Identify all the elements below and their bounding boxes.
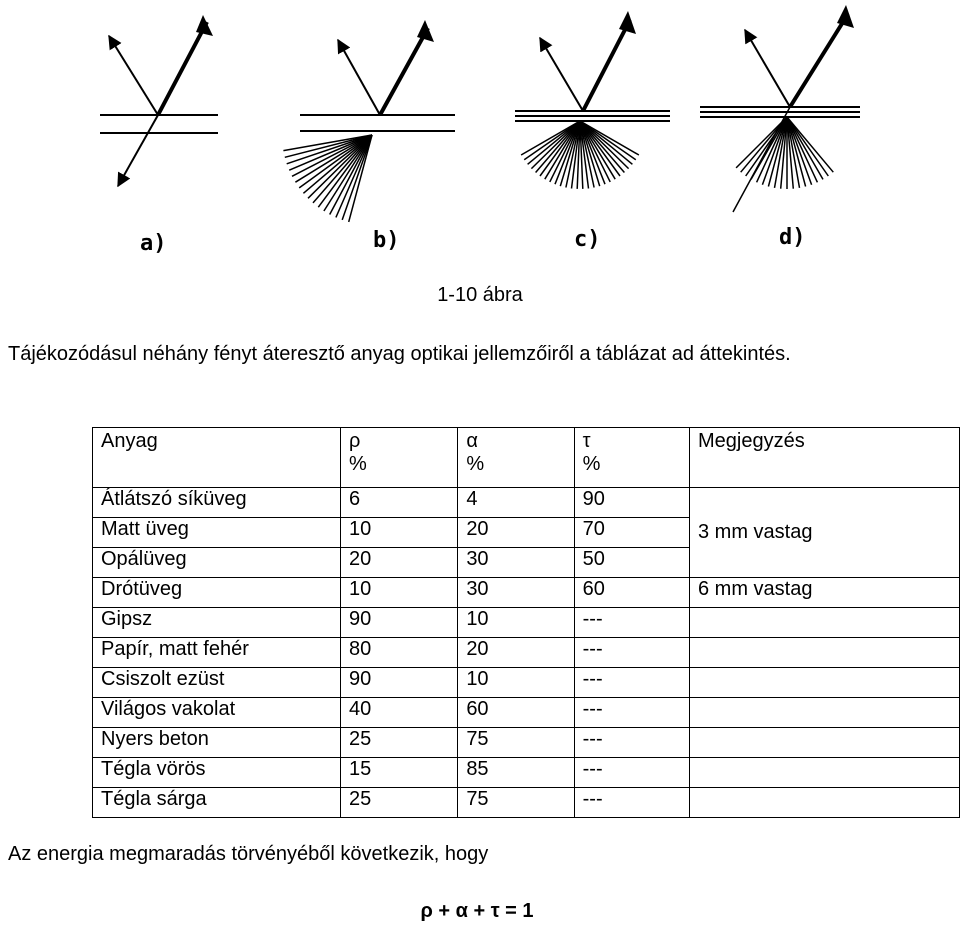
- panel-label-c: c): [574, 227, 601, 252]
- table-row: [93, 728, 960, 758]
- cell-material: Világos vakolat: [93, 698, 341, 728]
- table-row: [93, 698, 960, 728]
- header-material: Anyag: [93, 428, 341, 488]
- panel-label-d: d): [779, 225, 806, 250]
- cell-alpha: 30: [458, 548, 574, 578]
- cell-note-3mm: 3 mm vastag: [689, 488, 959, 578]
- cell-note: [689, 728, 959, 758]
- cell-rho: 20: [341, 548, 458, 578]
- cell-material: Opálüveg: [93, 548, 341, 578]
- cell-alpha: 75: [458, 788, 574, 818]
- cell-tau: 60: [574, 578, 689, 608]
- intro-paragraph: Tájékozódásul néhány fényt áteresztő anyag optikai jellemzőiről a táblázat ad áttekintés.: [8, 343, 791, 365]
- cell-material: Gipsz: [93, 608, 341, 638]
- cell-tau: ---: [574, 698, 689, 728]
- cell-alpha: 4: [458, 488, 574, 518]
- cell-tau: ---: [574, 668, 689, 698]
- cell-alpha: 85: [458, 758, 574, 788]
- cell-rho: 10: [341, 578, 458, 608]
- cell-material: Tégla vörös: [93, 758, 341, 788]
- cell-alpha: 10: [458, 608, 574, 638]
- cell-note: [689, 608, 959, 638]
- energy-formula: ρ + α + τ = 1: [420, 900, 534, 922]
- cell-alpha: 75: [458, 728, 574, 758]
- table-row: [93, 488, 960, 518]
- table-row: [93, 758, 960, 788]
- cell-tau: 50: [574, 548, 689, 578]
- cell-material: Átlátszó síküveg: [93, 488, 341, 518]
- cell-alpha: 10: [458, 668, 574, 698]
- cell-rho: 25: [341, 728, 458, 758]
- cell-rho: 40: [341, 698, 458, 728]
- cell-tau: ---: [574, 788, 689, 818]
- cell-note: [689, 788, 959, 818]
- header-note: Megjegyzés: [689, 428, 959, 488]
- cell-rho: 80: [341, 638, 458, 668]
- scatter-ray: [746, 117, 787, 176]
- panel-d-diagram: [700, 5, 860, 212]
- cell-material: Tégla sárga: [93, 788, 341, 818]
- table-row: [93, 788, 960, 818]
- cell-rho: 90: [341, 668, 458, 698]
- scatter-ray: [787, 117, 828, 176]
- cell-tau: ---: [574, 728, 689, 758]
- cell-tau: 90: [574, 488, 689, 518]
- cell-note: [689, 668, 959, 698]
- header-rho: ρ %: [341, 428, 458, 488]
- cell-material: Csiszolt ezüst: [93, 668, 341, 698]
- cell-tau: ---: [574, 758, 689, 788]
- cell-tau: ---: [574, 608, 689, 638]
- cell-alpha: 60: [458, 698, 574, 728]
- panel-b-diagram: [283, 20, 455, 222]
- cell-note: [689, 638, 959, 668]
- cell-rho: 25: [341, 788, 458, 818]
- cell-tau: ---: [574, 638, 689, 668]
- cell-alpha: 20: [458, 638, 574, 668]
- panel-c-diagram: [515, 11, 670, 189]
- cell-note: [689, 758, 959, 788]
- cell-rho: 6: [341, 488, 458, 518]
- cell-tau: 70: [574, 518, 689, 548]
- header-alpha: α %: [458, 428, 574, 488]
- figure-caption: 1-10 ábra: [437, 284, 523, 306]
- optical-properties-table: [92, 427, 960, 818]
- panel-a-diagram: [100, 15, 218, 186]
- cell-note: [689, 698, 959, 728]
- table-row: [93, 638, 960, 668]
- header-tau: τ %: [574, 428, 689, 488]
- light-transmission-figure: [0, 0, 960, 270]
- cell-material: Matt üveg: [93, 518, 341, 548]
- table-row: [93, 608, 960, 638]
- panel-label-a: a): [140, 231, 167, 256]
- panel-label-b: b): [373, 228, 400, 253]
- cell-rho: 90: [341, 608, 458, 638]
- cell-alpha: 20: [458, 518, 574, 548]
- scatter-ray: [324, 135, 372, 211]
- table-row: [93, 578, 960, 608]
- cell-rho: 15: [341, 758, 458, 788]
- cell-rho: 10: [341, 518, 458, 548]
- conclusion-text: Az energia megmaradás törvényéből következik, hogy: [8, 843, 489, 865]
- table-row: [93, 668, 960, 698]
- cell-alpha: 30: [458, 578, 574, 608]
- cell-material: Nyers beton: [93, 728, 341, 758]
- cell-material: Drótüveg: [93, 578, 341, 608]
- table-header-row: [93, 428, 960, 488]
- cell-note-6mm: 6 mm vastag: [689, 578, 959, 608]
- cell-material: Papír, matt fehér: [93, 638, 341, 668]
